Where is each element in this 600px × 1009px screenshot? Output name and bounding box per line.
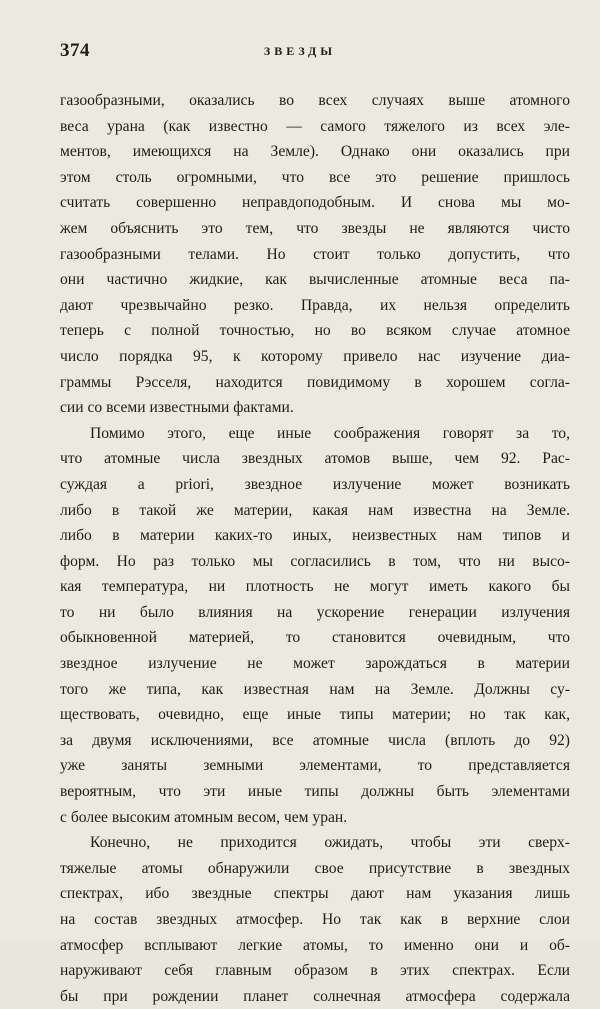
text-line: ществовать, очевидно, еще иные типы материи; но так как, xyxy=(60,706,570,724)
text-line: граммы Рэсселя, находится повидимому в хорошем согла- xyxy=(60,373,570,391)
text-line: с более высоким атомным весом, чем уран. xyxy=(60,808,348,826)
page-number: 374 xyxy=(60,40,90,61)
text-line: на состав звездных атмосфер. Но так как в верхние слои xyxy=(60,911,570,928)
text-line: звездное излучение не может зарождаться в материи xyxy=(60,655,570,673)
text-line: считать совершенно неправдоподобным. И снова мы мо- xyxy=(60,194,570,212)
text-line: дают чрезвычайно резко. Правда, их нельзя определить xyxy=(60,296,570,314)
text-line: кая температура, ни плотность не могут иметь какого бы xyxy=(60,578,570,596)
text-line: газообразными телами. Но стоит только допустить, что xyxy=(60,245,570,263)
text-line: тяжелые атомы обнаружили свое присутствие в звездных xyxy=(60,859,570,877)
text-line: этом столь огромными, что все это решение пришлось xyxy=(60,168,570,186)
body-text xyxy=(60,88,570,1009)
text-line: наруживают себя главным образом в этих спектрах. Если xyxy=(60,962,570,980)
text-line: газообразными, оказались во всех случаях выше атомного xyxy=(60,92,570,109)
running-head: ЗВЕЗДЫ xyxy=(263,44,337,58)
text-line: либо в такой же материи, какая нам известна на Земле. xyxy=(60,501,570,519)
text-line: атмосфер всплывают легкие атомы, то именно они и об- xyxy=(60,936,570,954)
text-line: теперь с полной точностью, но во всяком случае атомное xyxy=(60,322,570,340)
paragraph-1 xyxy=(60,88,570,421)
text-line: Помимо этого, еще иные соображения говорят за то, xyxy=(90,424,570,442)
text-line: жем объяснить это тем, что звезды не являются чисто xyxy=(60,219,570,237)
text-line: спектрах, ибо звездные спектры дают нам указания лишь xyxy=(60,885,570,903)
text-line: число порядка 95, к которому привело нас изучение диа- xyxy=(60,347,570,365)
text-line: веса урана (как известно — самого тяжелого из всех эле- xyxy=(60,117,570,135)
text-line: сии со всеми известными фактами. xyxy=(60,399,294,417)
text-line: суждая a priori, звездное излучение может возникать xyxy=(60,475,570,493)
text-line: Конечно, не приходится ожидать, чтобы эти сверх- xyxy=(90,834,570,852)
text-line: форм. Но раз только мы согласились в том, что ни высо- xyxy=(60,552,570,570)
text-line: они частично жидкие, как вычисленные атомные веса па- xyxy=(60,271,570,289)
text-line: уже заняты земными элементами, то представляется xyxy=(60,757,570,775)
text-line: того же типа, как известная нам на Земле. Должны су- xyxy=(60,680,570,698)
text-line: вероятным, что эти иные типы должны быть элементами xyxy=(60,783,570,801)
text-line: бы при рождении планет солнечная атмосфера содержала xyxy=(60,987,570,1005)
paragraph-2 xyxy=(60,421,570,831)
text-line: то ни было влияния на ускорение генерации излучения xyxy=(60,603,570,621)
text-line: обыкновенной материей, то становится очевидным, что xyxy=(60,629,570,647)
text-line: ментов, имеющихся на Земле). Однако они оказались при xyxy=(60,143,570,161)
paragraph-3 xyxy=(60,830,570,1009)
text-line: за двумя исключениями, все атомные числа (вплоть до 92) xyxy=(60,731,570,749)
text-line: что атомные числа звездных атомов выше, чем 92. Рас- xyxy=(60,450,570,468)
text-line: либо в материи каких-то иных, неизвестных нам типов и xyxy=(60,527,570,545)
